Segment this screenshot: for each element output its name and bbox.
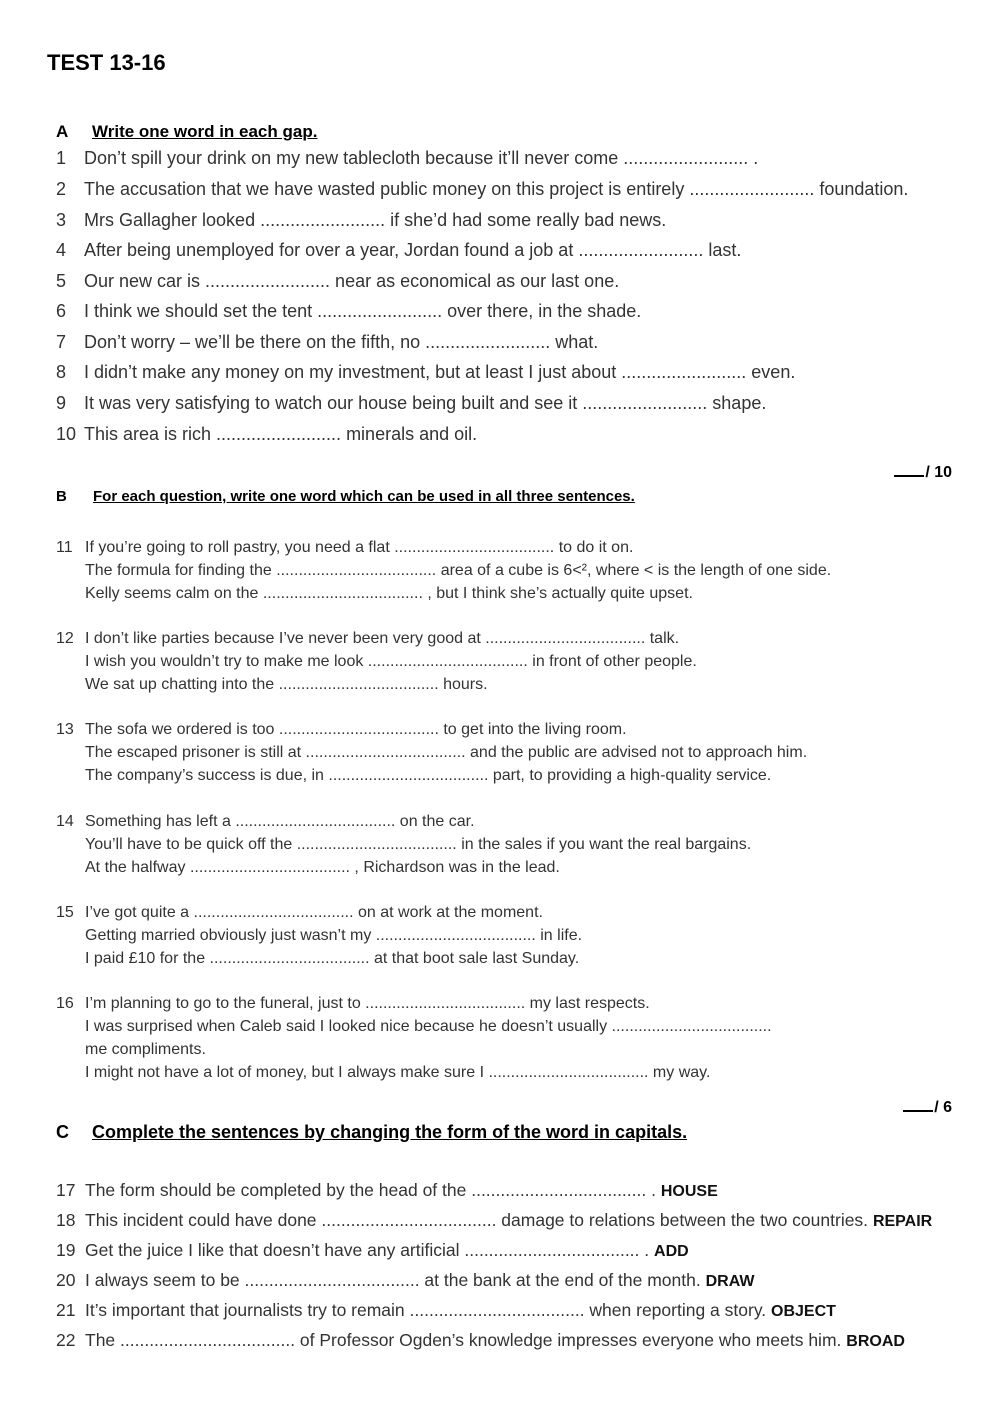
question-line: If you’re going to roll pastry, you need a flat .................................... to do it on. [85, 539, 634, 556]
section-b-score [903, 1096, 952, 1117]
question-11 [56, 539, 633, 557]
question-7 [56, 332, 598, 353]
capital-word: DRAW [705, 1273, 755, 1290]
question-text: Get the juice I like that doesn’t have any artificial .................................... . [85, 1240, 650, 1260]
section-b-heading [56, 488, 635, 505]
question-2 [56, 179, 908, 200]
question-text: This area is rich ......................... minerals and oil. [84, 424, 478, 444]
question-line: I wish you wouldn’t try to make me look .................................... in front of other people. [85, 653, 697, 670]
section-b-instruction: For each question, write one word which can be used in all three sentences. [93, 488, 635, 505]
question-line: I paid £10 for the .................................... at that boot sale last Sunday. [85, 950, 580, 967]
question-text: Don’t worry – we’ll be there on the fifth, no ......................... what. [84, 332, 599, 352]
question-number: 16 [56, 995, 74, 1012]
capital-word: REPAIR [872, 1213, 933, 1230]
question-line: The formula for finding the .................................... area of a cube is 6<², where < is the length of one side. [85, 562, 832, 579]
section-a-score [894, 461, 952, 482]
question-text: The form should be completed by the head of the .................................... . [85, 1180, 656, 1200]
question-line: The sofa we ordered is too .................................... to get into the living room. [85, 721, 627, 738]
question-number: 5 [56, 271, 67, 291]
question-17 [56, 1180, 718, 1201]
score-total: / 10 [925, 464, 952, 481]
question-4 [56, 240, 741, 261]
question-text: Our new car is ......................... near as economical as our last one. [84, 271, 620, 291]
question-number: 13 [56, 721, 74, 738]
question-14 [56, 813, 475, 831]
question-text: The .................................... of Professor Ogden’s knowledge impresses everyone who meets him. [85, 1330, 842, 1350]
question-number: 7 [56, 332, 67, 352]
question-line: Kelly seems calm on the .................................... , but I think she’s actually quite upset. [85, 585, 693, 602]
question-number: 18 [56, 1210, 76, 1230]
question-22 [56, 1330, 905, 1351]
section-a-letter: A [56, 122, 69, 141]
question-text: After being unemployed for over a year, Jordan found a job at ......................... last. [84, 240, 742, 260]
question-number: 2 [56, 179, 67, 199]
score-blank [894, 461, 924, 477]
question-number: 8 [56, 362, 67, 382]
question-line: You’ll have to be quick off the .................................... in the sales if you want the real bargains. [85, 836, 752, 853]
question-5 [56, 271, 619, 292]
section-b-letter: B [56, 488, 67, 505]
question-number: 3 [56, 210, 67, 230]
question-text: It was very satisfying to watch our house being built and see it ......................... shape. [84, 393, 767, 413]
question-text: I think we should set the tent ......................... over there, in the shade. [84, 301, 642, 321]
question-18 [56, 1210, 932, 1231]
question-6 [56, 301, 641, 322]
question-number: 21 [56, 1300, 76, 1320]
section-c-letter: C [56, 1122, 69, 1142]
question-1 [56, 148, 758, 169]
question-number: 6 [56, 301, 67, 321]
question-3 [56, 210, 666, 231]
question-line: I don’t like parties because I’ve never been very good at .................................... talk. [85, 630, 680, 647]
question-line: Getting married obviously just wasn’t my .................................... in life. [85, 927, 583, 944]
question-line: I’ve got quite a .................................... on at work at the moment. [85, 904, 543, 921]
section-a-instruction: Write one word in each gap. [92, 122, 318, 141]
question-15 [56, 904, 543, 922]
question-text: It’s important that journalists try to remain .................................... when reporting a story. [85, 1300, 767, 1320]
question-number: 11 [56, 539, 73, 556]
capital-word: HOUSE [660, 1183, 718, 1200]
question-number: 10 [56, 424, 77, 444]
question-text: The accusation that we have wasted public money on this project is entirely ......................... foundation. [84, 179, 909, 199]
question-number: 1 [56, 148, 67, 168]
page-title: TEST 13-16 [47, 50, 166, 75]
question-number: 9 [56, 393, 67, 413]
question-line: Something has left a .................................... on the car. [85, 813, 475, 830]
question-number: 12 [56, 630, 74, 647]
question-number: 15 [56, 904, 74, 921]
question-12 [56, 630, 679, 648]
score-total: / 6 [934, 1099, 952, 1116]
question-line: At the halfway .................................... , Richardson was in the lead. [85, 859, 560, 876]
question-line: I was surprised when Caleb said I looked nice because he doesn’t usually .................................... [85, 1018, 772, 1035]
question-16 [56, 995, 650, 1013]
question-text: Mrs Gallagher looked ......................... if she’d had some really bad news. [84, 210, 667, 230]
question-13 [56, 721, 627, 739]
question-21 [56, 1300, 836, 1321]
question-20 [56, 1270, 755, 1291]
question-number: 20 [56, 1270, 76, 1290]
question-text: I didn’t make any money on my investment, but at least I just about ......................... even. [84, 362, 796, 382]
question-number: 14 [56, 813, 74, 830]
question-text: Don’t spill your drink on my new tablecloth because it’ll never come ......................... . [84, 148, 759, 168]
question-number: 22 [56, 1330, 76, 1350]
question-text: I always seem to be .................................... at the bank at the end of the month. [85, 1270, 701, 1290]
section-c-instruction: Complete the sentences by changing the form of the word in capitals. [92, 1122, 688, 1142]
question-line: I might not have a lot of money, but I always make sure I .................................... my way. [85, 1064, 711, 1081]
section-a-heading [56, 122, 317, 142]
question-line: I’m planning to go to the funeral, just to .................................... my last respects. [85, 995, 650, 1012]
capital-word: ADD [654, 1243, 689, 1260]
section-c-heading [56, 1122, 687, 1143]
question-10 [56, 424, 477, 445]
question-number: 17 [56, 1180, 76, 1200]
question-number: 19 [56, 1240, 76, 1260]
question-line: We sat up chatting into the .................................... hours. [85, 676, 488, 693]
question-19 [56, 1240, 689, 1261]
capital-word: BROAD [846, 1333, 905, 1350]
question-number: 4 [56, 240, 67, 260]
question-9 [56, 393, 766, 414]
question-8 [56, 362, 795, 383]
question-line: The escaped prisoner is still at .................................... and the public are advised not to approach him. [85, 744, 808, 761]
question-text: This incident could have done .................................... damage to relations between the two countries. [85, 1210, 869, 1230]
question-line: me compliments. [85, 1041, 206, 1058]
capital-word: OBJECT [771, 1303, 836, 1320]
score-blank [903, 1096, 933, 1112]
question-line: The company’s success is due, in .................................... part, to providing a high-quality service. [85, 767, 772, 784]
